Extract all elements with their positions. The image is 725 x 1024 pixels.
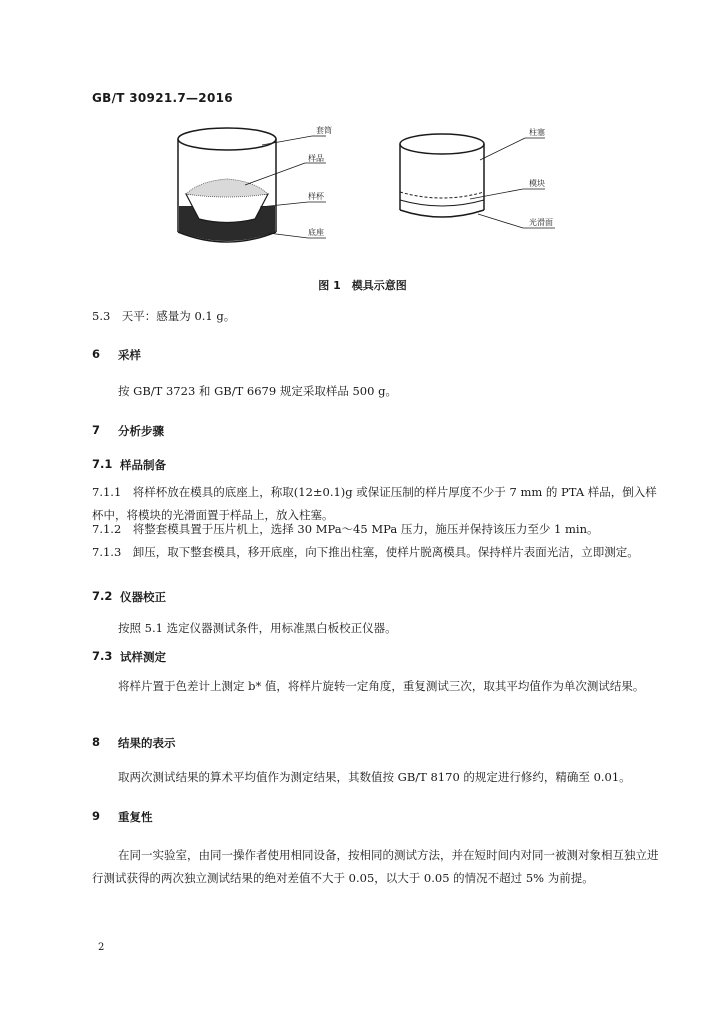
sample-cup-shape — [186, 194, 268, 223]
section-8-number: 8 — [92, 735, 101, 749]
clause-5-3: 5.3 天平：感量为 0.1 g。 — [92, 309, 236, 323]
clause-7-1-2-number: 7.1.2 — [92, 522, 122, 536]
section-7-3-body: 将样片置于色差计上测定 b* 值，将样片旋转一定角度，重复测试三次，取其平均值作为单次测试结果。 — [118, 679, 645, 693]
section-7-3-title: 试样测定 — [120, 650, 166, 664]
section-7-1-number: 7.1 — [92, 457, 113, 471]
clause-7-1-3-number: 7.1.3 — [92, 545, 122, 559]
clause-7-1-1-body: 将样杯放在模具的底座上，称取(12±0.1)g 或保证压制的样片厚度不少于 7 mm 的 PTA 样品，倒入样杯中，将模块的光滑面置于样品上，放入柱塞。 — [92, 485, 657, 522]
section-8-body: 取两次测试结果的算术平均值作为测定结果，其数值按 GB/T 8170 的规定进行修约，精确至 0.01。 — [118, 770, 631, 784]
section-6-number: 6 — [92, 347, 101, 361]
section-6-body: 按 GB/T 3723 和 GB/T 6679 规定采取样品 500 g。 — [118, 384, 397, 398]
section-7-2-number: 7.2 — [92, 589, 113, 603]
label-sample-cup: 样杯 — [308, 192, 324, 201]
label-sample: 样品 — [308, 154, 324, 163]
section-8-title: 结果的表示 — [118, 736, 176, 750]
standard-number: GB/T 30921.7—2016 — [92, 91, 233, 105]
clause-7-1-3-body: 卸压，取下整套模具，移开底座，向下推出柱塞，使样片脱离模具。保持样片表面光洁，立即测定。 — [132, 545, 639, 559]
section-7-2-title: 仪器校正 — [120, 590, 166, 604]
section-7-number: 7 — [92, 423, 101, 437]
sample-powder-shape — [186, 179, 268, 197]
label-plunger: 柱塞 — [529, 128, 545, 137]
section-7-3-number: 7.3 — [92, 649, 113, 663]
section-7-1-title: 样品制备 — [120, 458, 166, 472]
section-9-title: 重复性 — [118, 810, 153, 824]
label-base: 底座 — [308, 228, 324, 237]
section-6-title: 采样 — [118, 348, 141, 362]
section-9-number: 9 — [92, 809, 101, 823]
figure-caption: 图 1 模具示意图 — [318, 279, 407, 292]
section-7-title: 分析步骤 — [118, 424, 164, 438]
right-mold-drawing — [400, 134, 484, 217]
page-number: 2 — [98, 942, 105, 953]
clause-7-1-1-number: 7.1.1 — [92, 485, 122, 499]
clause-7-1-2-body: 将整套模具置于压片机上，选择 30 MPa～45 MPa 压力，施压并保持该压力至少 1 min。 — [132, 522, 599, 536]
clause-7-1-3 — [92, 541, 662, 564]
label-sleeve: 套筒 — [316, 126, 332, 135]
section-7-2-body: 按照 5.1 选定仪器测试条件，用标准黑白板校正仪器。 — [118, 621, 397, 635]
label-smooth-surface: 光滑面 — [529, 218, 553, 227]
label-block: 模块 — [529, 179, 545, 188]
mold-figure — [0, 110, 725, 270]
clause-7-1-2 — [92, 518, 662, 541]
section-9-body: 在同一实验室，由同一操作者使用相同设备，按相同的测试方法，并在短时间内对同一被测对象相互独立进行测试获得的两次独立测试结果的绝对差值不大于 0.05，以大于 0.05 的情况不超过 5% 为前提。 — [92, 848, 659, 885]
